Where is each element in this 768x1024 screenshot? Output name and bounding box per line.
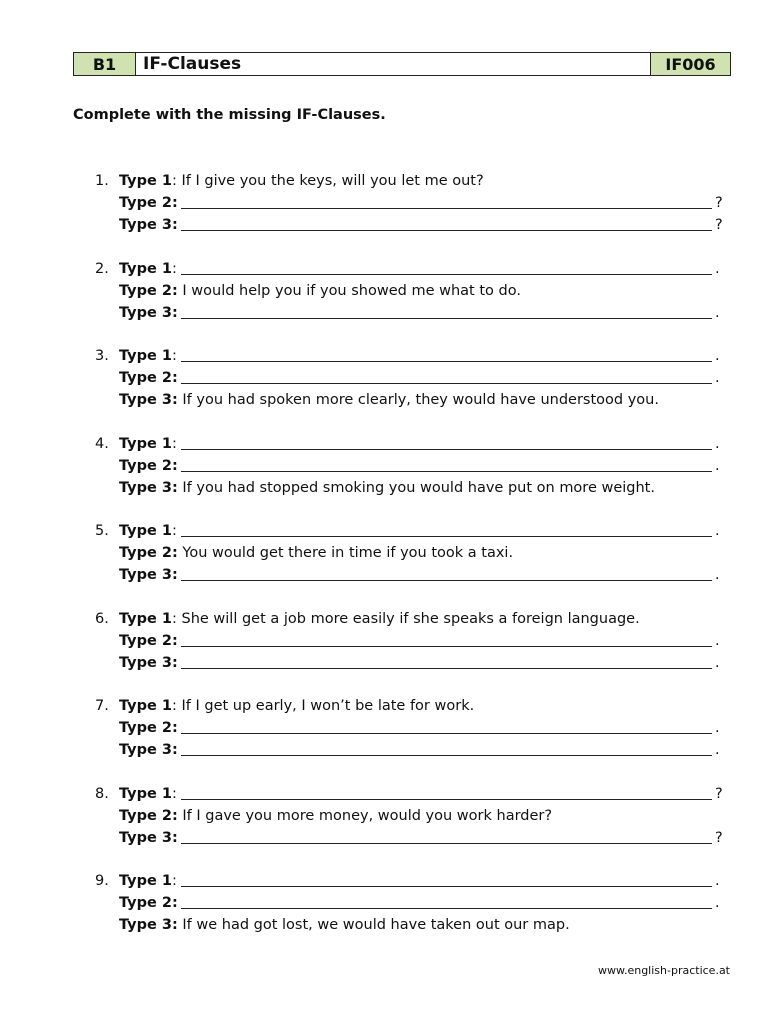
exercise-line — [119, 170, 729, 192]
exercise-line — [119, 214, 729, 236]
end-punctuation: ? — [715, 195, 723, 211]
type-label: Type 3: — [119, 479, 178, 496]
answer-blank[interactable] — [181, 646, 712, 647]
exercise-line — [119, 280, 729, 302]
answer-blank[interactable] — [181, 843, 712, 844]
sentence-text: She will get a job more easily if she speaks a foreign language. — [176, 610, 640, 627]
footer-url: www.english-practice.at — [597, 964, 730, 977]
end-punctuation: . — [715, 567, 720, 583]
answer-blank[interactable] — [181, 449, 712, 450]
exercise-number: 3. — [95, 348, 109, 364]
exercise-line — [119, 695, 729, 717]
type-label: Type 1 — [119, 173, 172, 189]
exercise-line — [119, 892, 729, 914]
type-label: Type 2: — [119, 282, 178, 299]
exercise-line — [119, 433, 729, 455]
answer-blank[interactable] — [181, 536, 712, 537]
exercise-item — [0, 608, 768, 696]
label-colon: : — [171, 785, 177, 802]
exercise-number: 7. — [95, 698, 109, 714]
type-label: Type 2: — [119, 545, 178, 561]
answer-blank[interactable] — [181, 318, 712, 319]
label-colon: : — [171, 435, 177, 452]
label-colon: : — [171, 610, 177, 627]
type-label: Type 2: — [119, 807, 178, 824]
exercise-line — [119, 870, 729, 892]
end-punctuation: ? — [715, 217, 723, 233]
type-label: Type 2: — [119, 720, 178, 736]
exercise-item — [0, 345, 768, 433]
exercise-line — [119, 739, 729, 761]
exercise-number: 4. — [95, 435, 109, 452]
exercise-item — [0, 520, 768, 608]
type-label: Type 2: — [119, 632, 178, 649]
answer-blank[interactable] — [181, 755, 712, 756]
sentence-text: If I get up early, I won’t be late for work. — [176, 698, 475, 714]
end-punctuation: . — [715, 523, 720, 539]
answer-blank[interactable] — [181, 208, 712, 209]
type-label: Type 3: — [119, 304, 178, 321]
sentence-text: If you had stopped smoking you would have put on more weight. — [177, 479, 655, 496]
exercise-line — [119, 542, 729, 564]
exercise-line — [119, 564, 729, 586]
exercise-line — [119, 827, 729, 849]
instruction-text: Complete with the missing IF-Clauses. — [73, 107, 386, 123]
exercise-item — [0, 433, 768, 521]
end-punctuation: . — [715, 720, 720, 736]
exercise-number: 8. — [95, 785, 109, 802]
type-label: Type 1 — [119, 785, 172, 802]
answer-blank[interactable] — [181, 580, 712, 581]
answer-blank[interactable] — [181, 471, 712, 472]
exercise-line — [119, 367, 729, 389]
sentence-text: You would get there in time if you took a taxi. — [177, 545, 514, 561]
type-label: Type 2: — [119, 195, 178, 211]
worksheet-title: IF-Clauses — [143, 54, 242, 74]
type-label: Type 1 — [119, 873, 172, 889]
type-label: Type 3: — [119, 829, 178, 846]
end-punctuation: . — [715, 457, 720, 474]
label-colon: : — [171, 348, 177, 364]
exercise-line — [119, 652, 729, 674]
sentence-text: If you had spoken more clearly, they would have understood you. — [177, 392, 659, 408]
type-label: Type 2: — [119, 457, 178, 474]
exercise-line — [119, 805, 729, 827]
end-punctuation: . — [715, 370, 720, 386]
sentence-text: I would help you if you showed me what to do. — [177, 282, 521, 299]
end-punctuation: . — [715, 435, 720, 452]
type-label: Type 1 — [119, 260, 172, 277]
type-label: Type 1 — [119, 698, 172, 714]
worksheet-code: IF006 — [650, 53, 730, 75]
end-punctuation: ? — [715, 785, 723, 802]
label-colon: : — [171, 523, 177, 539]
exercise-item — [0, 870, 768, 958]
exercise-line — [119, 783, 729, 805]
answer-blank[interactable] — [181, 733, 712, 734]
exercise-item — [0, 170, 768, 258]
exercise-line — [119, 608, 729, 630]
sentence-text: If I give you the keys, will you let me out? — [176, 173, 484, 189]
sentence-text: If I gave you more money, would you work harder? — [177, 807, 553, 824]
label-colon: : — [171, 698, 177, 714]
label-colon: : — [171, 173, 177, 189]
type-label: Type 3: — [119, 917, 178, 933]
label-colon: : — [171, 260, 177, 277]
exercise-line — [119, 389, 729, 411]
end-punctuation: . — [715, 895, 720, 911]
exercise-number: 1. — [95, 173, 109, 189]
exercise-number: 5. — [95, 523, 109, 539]
exercise-item — [0, 695, 768, 783]
type-label: Type 1 — [119, 348, 172, 364]
end-punctuation: . — [715, 632, 720, 649]
answer-blank[interactable] — [181, 230, 712, 231]
sentence-text: If we had got lost, we would have taken out our map. — [177, 917, 570, 933]
exercise-line — [119, 455, 729, 477]
type-label: Type 3: — [119, 217, 178, 233]
exercise-line — [119, 630, 729, 652]
exercise-line — [119, 477, 729, 499]
type-label: Type 3: — [119, 654, 178, 671]
type-label: Type 2: — [119, 895, 178, 911]
answer-blank[interactable] — [181, 886, 712, 887]
end-punctuation: . — [715, 654, 720, 671]
answer-blank[interactable] — [181, 668, 712, 669]
exercise-line — [119, 520, 729, 542]
end-punctuation: . — [715, 260, 720, 277]
end-punctuation: ? — [715, 829, 723, 846]
type-label: Type 3: — [119, 392, 178, 408]
answer-blank[interactable] — [181, 383, 712, 384]
type-label: Type 3: — [119, 742, 178, 758]
type-label: Type 1 — [119, 610, 172, 627]
type-label: Type 1 — [119, 523, 172, 539]
type-label: Type 3: — [119, 567, 178, 583]
exercise-line — [119, 717, 729, 739]
exercise-line — [119, 302, 729, 324]
exercise-list — [0, 170, 768, 958]
label-colon: : — [171, 873, 177, 889]
exercise-line — [119, 192, 729, 214]
answer-blank[interactable] — [181, 361, 712, 362]
exercise-item — [0, 258, 768, 346]
type-label: Type 1 — [119, 435, 172, 452]
exercise-line — [119, 258, 729, 280]
exercise-number: 6. — [95, 610, 109, 627]
level-badge: B1 — [74, 53, 136, 75]
type-label: Type 2: — [119, 370, 178, 386]
exercise-line — [119, 914, 729, 936]
end-punctuation: . — [715, 873, 720, 889]
exercise-item — [0, 783, 768, 871]
worksheet-header — [73, 52, 731, 76]
exercise-line — [119, 345, 729, 367]
answer-blank[interactable] — [181, 908, 712, 909]
answer-blank[interactable] — [181, 274, 712, 275]
end-punctuation: . — [715, 348, 720, 364]
exercise-number: 9. — [95, 873, 109, 889]
end-punctuation: . — [715, 742, 720, 758]
end-punctuation: . — [715, 304, 720, 321]
answer-blank[interactable] — [181, 799, 712, 800]
exercise-number: 2. — [95, 260, 109, 277]
